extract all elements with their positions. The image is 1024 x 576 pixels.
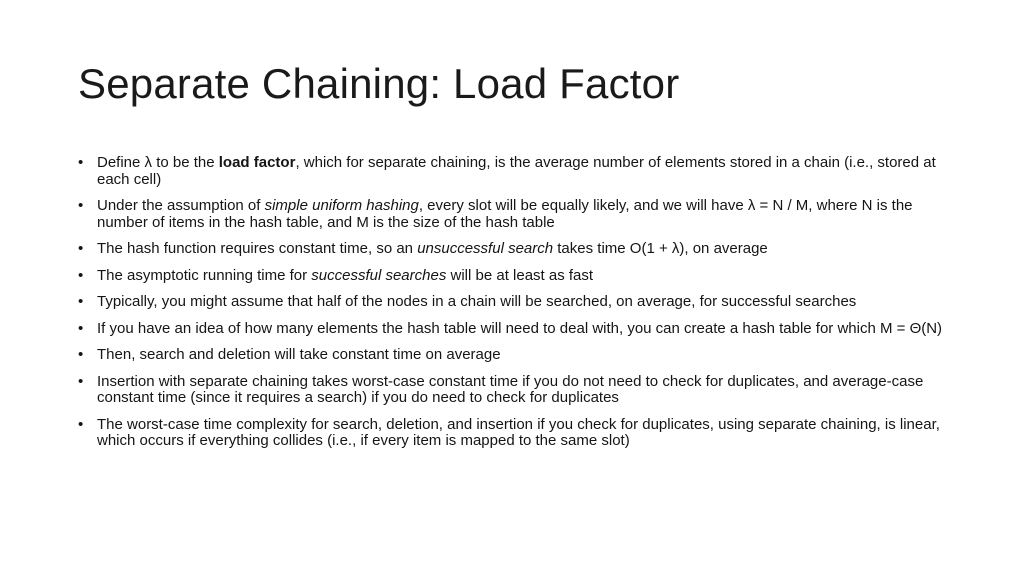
bullet-text-run: The worst-case time complexity for search, deletion, and insertion if you check for duplicates, using separate chaining, is linear, which occurs if everything collides (i.e., if every item is mapped to the same slot) <box>97 415 940 449</box>
bullet-item <box>78 347 954 364</box>
bullet-text-run: takes time O(1 + λ), on average <box>553 240 768 257</box>
bullet-dot-icon: • <box>78 293 84 310</box>
bullet-dot-icon: • <box>78 240 84 257</box>
bullet-item <box>78 198 954 231</box>
bullet-text <box>97 320 942 337</box>
bullet-text-run: The asymptotic running time for <box>97 266 312 284</box>
bullet-item <box>78 417 954 450</box>
bullet-text-run: If you have an idea of how many elements the hash table will need to deal with, you can create a hash table for which M = Θ(N) <box>97 319 943 337</box>
bullet-item <box>78 241 954 258</box>
bullet-dot-icon: • <box>78 415 84 433</box>
bullet-text-run-italic: unsuccessful search <box>417 240 554 257</box>
bullet-dot-icon: • <box>78 266 84 284</box>
bullet-dot-icon: • <box>78 372 84 390</box>
bullet-item <box>78 321 954 338</box>
bullet-item <box>78 374 954 407</box>
bullet-text <box>97 416 940 450</box>
bullet-text <box>97 373 923 407</box>
bullet-text-run-bold: load factor <box>218 154 296 171</box>
bullet-dot-icon: • <box>78 346 84 363</box>
bullet-dot-icon: • <box>78 197 84 214</box>
bullet-text-run: , which for separate chaining, is the average number of elements stored in a chain (i.e., stored at each cell) <box>97 154 936 188</box>
bullet-text <box>97 346 501 363</box>
bullet-text-run: will be at least as fast <box>446 266 594 284</box>
bullet-text <box>97 197 913 231</box>
slide-title: Separate Chaining: Load Factor <box>78 60 680 107</box>
bullet-text <box>97 240 768 257</box>
bullet-text <box>97 154 936 188</box>
bullet-text-run: Insertion with separate chaining takes worst-case constant time if you do not need to check for duplicates, and average-case constant time (since it requires a search) if you do need to check for duplicates <box>97 372 924 406</box>
bullet-list <box>78 155 954 460</box>
bullet-text-run: Typically, you might assume that half of the nodes in a chain will be searched, on average, for successful searches <box>97 293 857 310</box>
bullet-text-run: , every slot will be equally likely, and we will have λ = N / M, where N is the number of items in the hash table, and M is the size of the hash table <box>97 197 913 231</box>
bullet-text-run: The hash function requires constant time, so an <box>97 240 418 257</box>
bullet-text-run: Then, search and deletion will take constant time on average <box>97 346 501 363</box>
bullet-item <box>78 268 954 285</box>
bullet-text-run-italic: simple uniform hashing <box>264 197 419 214</box>
bullet-text-run-italic: successful searches <box>311 266 447 284</box>
bullet-item <box>78 155 954 188</box>
bullet-text <box>97 267 593 284</box>
bullet-dot-icon: • <box>78 319 84 337</box>
bullet-dot-icon: • <box>78 154 84 171</box>
bullet-text-run: Under the assumption of <box>97 197 265 214</box>
bullet-item <box>78 294 954 311</box>
bullet-text-run: Define λ to be the <box>97 154 219 171</box>
bullet-text <box>97 293 856 310</box>
